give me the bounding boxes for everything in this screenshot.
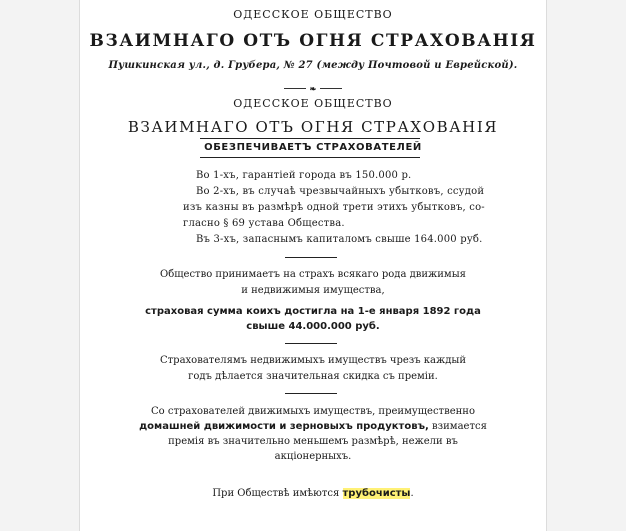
ornament-divider: ❧ xyxy=(80,78,546,86)
heading-subtitle: ОБЕЗПЕЧИВАЕТЪ СТРАХОВАТЕЛЕЙ xyxy=(204,142,422,153)
insured-sum-line: страховая сумма коихъ достигла на 1-е января 1892 года xyxy=(145,306,481,317)
header-address: Пушкинская ул., д. Грубера, № 27 (между Почтовой и Еврейской). xyxy=(108,60,518,71)
document-page xyxy=(80,0,546,531)
closing-text: При Обществѣ имѣются xyxy=(212,488,343,499)
closing-line xyxy=(80,488,546,499)
guarantee-line: гласно § 69 устава Общества. xyxy=(183,218,345,229)
section-divider xyxy=(285,343,337,344)
movable-bold-text: домашней движимости и зерновыхъ продуктовъ, xyxy=(139,421,429,432)
movable-line: премія въ значительно меньшемъ размѣрѣ, нежели въ xyxy=(168,436,458,447)
accepts-line: Общество принимаетъ на страхъ всякаго рода движимыя xyxy=(160,269,466,280)
section-divider xyxy=(285,393,337,394)
guarantee-line: изъ казны въ размѣрѣ одной трети этихъ убытковъ, со- xyxy=(183,202,485,213)
movable-line: акціонерныхъ. xyxy=(274,451,352,462)
guarantee-line: Во 2-хъ, въ случаѣ чрезвычайныхъ убытковъ, ссудой xyxy=(196,186,485,197)
heading-title: ВЗАИМНАГО ОТЪ ОГНЯ СТРАХОВАНІЯ xyxy=(127,118,499,136)
insured-sum-line: свыше 44.000.000 руб. xyxy=(246,321,380,332)
accepts-line: и недвижимыя имущества, xyxy=(241,285,385,296)
movable-line: Со страхователей движимыхъ имуществъ, преимущественно xyxy=(151,406,475,417)
movable-rest-text: взимается xyxy=(428,421,487,432)
heading-rule-top xyxy=(200,138,420,139)
discount-line: годъ дѣлается значительная скидка съ преміи. xyxy=(188,371,438,382)
guarantee-line: Во 1-хъ, гарантіей города въ 150.000 р. xyxy=(196,170,412,181)
closing-period: . xyxy=(410,488,414,499)
highlighted-word: трубочисты xyxy=(342,488,411,499)
heading-rule-bottom xyxy=(200,157,420,158)
left-margin xyxy=(0,0,80,531)
heading-society-name: ОДЕССКОЕ ОБЩЕСТВО xyxy=(233,97,393,110)
right-margin xyxy=(546,0,626,531)
movable-line xyxy=(80,421,546,432)
header-society-name: ОДЕССКОЕ ОБЩЕСТВО xyxy=(233,8,393,21)
guarantee-line: Въ 3-хъ, запаснымъ капиталомъ свыше 164.000 руб. xyxy=(196,234,483,245)
header-title: ВЗАИМНАГО ОТЪ ОГНЯ СТРАХОВАНІЯ xyxy=(89,31,537,51)
discount-line: Страхователямъ недвижимыхъ имуществъ чрезъ каждый xyxy=(159,355,466,366)
section-divider xyxy=(285,257,337,258)
